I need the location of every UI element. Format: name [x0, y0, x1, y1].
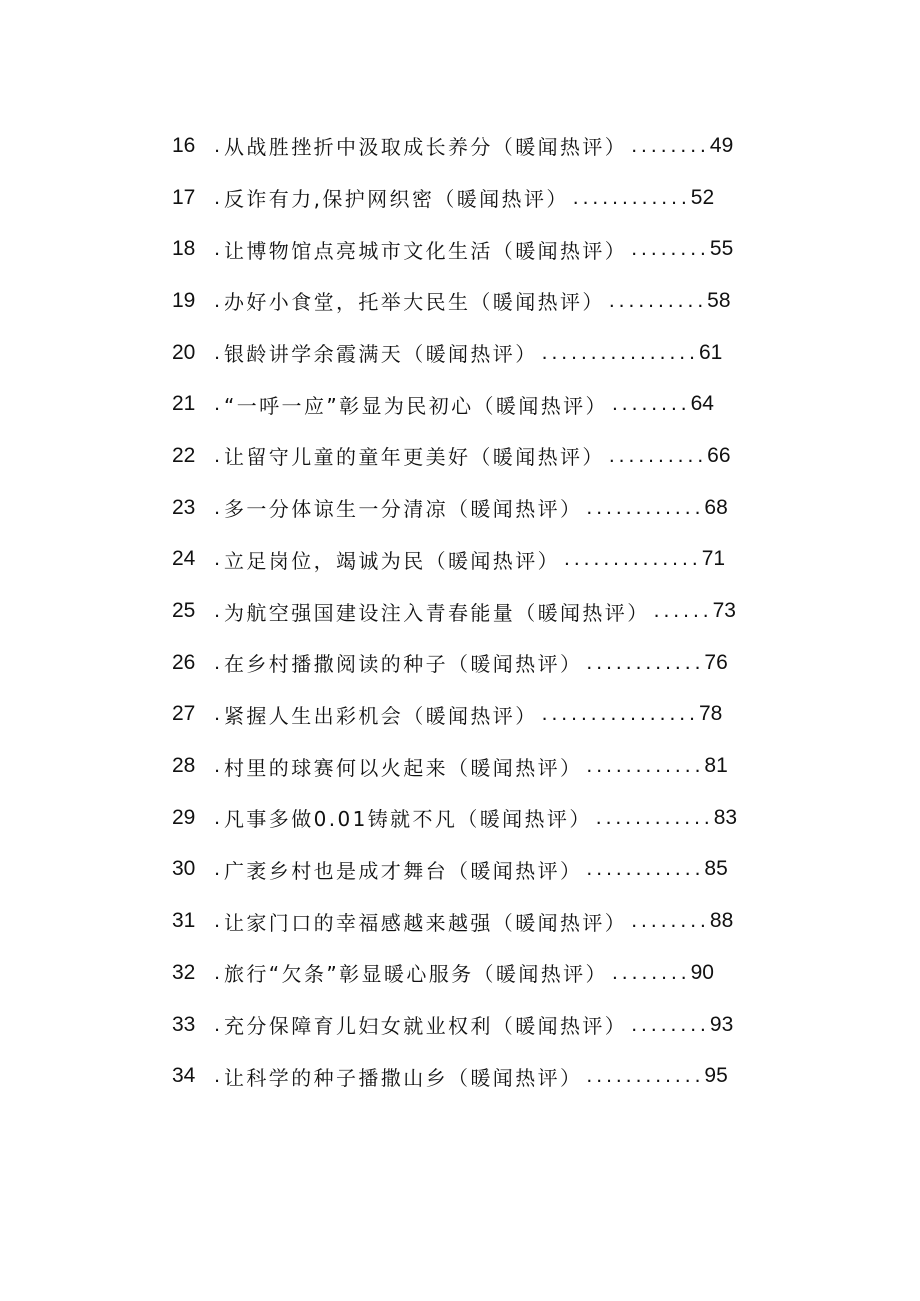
toc-entry-leader: ......	[653, 599, 713, 623]
toc-entry-16[interactable]	[172, 120, 772, 172]
toc-entry-separator: .	[214, 857, 220, 881]
toc-entry-leader: ............	[572, 185, 691, 209]
toc-entry-page: 68	[704, 495, 728, 519]
toc-entry-page: 83	[713, 805, 738, 829]
toc-entry-25[interactable]	[172, 585, 772, 637]
toc-entry-title: 让家门口的幸福感越来越强（暖闻热评）	[224, 910, 628, 935]
toc-entry-leader: ............	[595, 805, 714, 829]
toc-entry-separator: .	[214, 805, 220, 829]
toc-entry-title: 村里的球赛何以火起来（暖闻热评）	[224, 755, 583, 780]
toc-entry-separator: .	[214, 547, 220, 571]
toc-entry-separator: .	[214, 133, 220, 157]
toc-entry-page: 95	[704, 1064, 728, 1088]
toc-entry-title: 为航空强国建设注入青春能量（暖闻热评）	[224, 600, 650, 625]
toc-entry-number: 21	[172, 392, 196, 416]
toc-entry-leader: ..........	[608, 288, 708, 312]
toc-entry-number: 17	[172, 185, 196, 209]
toc-entry-separator: .	[214, 909, 220, 933]
toc-entry-title: “一呼一应”彰显为民初心（暖闻热评）	[224, 393, 608, 418]
toc-entry-page: 78	[698, 702, 723, 726]
toc-entry-title: 让留守儿童的童年更美好（暖闻热评）	[224, 445, 605, 470]
toc-entry-page: 90	[690, 960, 714, 984]
toc-entry-19[interactable]	[172, 275, 772, 327]
toc-entry-separator: .	[214, 650, 220, 674]
toc-entry-title: 旅行“欠条”彰显暖心服务（暖闻热评）	[224, 962, 608, 987]
toc-entry-separator: .	[214, 754, 220, 778]
toc-entry-17[interactable]	[172, 172, 772, 224]
table-of-contents	[172, 120, 772, 1102]
toc-entry-number: 20	[172, 340, 196, 364]
toc-entry-separator: .	[214, 1012, 220, 1036]
toc-entry-leader: ........	[611, 960, 691, 984]
toc-entry-18[interactable]	[172, 223, 772, 275]
toc-entry-leader: ..............	[564, 547, 702, 571]
toc-entry-page: 58	[707, 288, 731, 312]
toc-entry-leader: ................	[541, 702, 699, 726]
toc-entry-leader: ............	[586, 495, 705, 519]
toc-entry-number: 18	[172, 237, 196, 261]
toc-entry-number: 31	[172, 909, 196, 933]
toc-entry-page: 61	[698, 340, 723, 364]
toc-entry-separator: .	[214, 340, 220, 364]
toc-entry-21[interactable]	[172, 378, 772, 430]
toc-entry-33[interactable]	[172, 999, 772, 1051]
toc-entry-separator: .	[214, 185, 220, 209]
toc-entry-number: 19	[172, 288, 196, 312]
toc-entry-separator: .	[214, 237, 220, 261]
toc-entry-leader: ........	[631, 237, 710, 261]
toc-entry-title: 多一分体谅生一分清凉（暖闻热评）	[224, 497, 583, 522]
toc-entry-separator: .	[214, 392, 220, 416]
toc-entry-separator: .	[214, 443, 220, 467]
toc-entry-leader: ........	[611, 392, 691, 416]
toc-entry-leader: ........	[631, 909, 710, 933]
toc-entry-32[interactable]	[172, 947, 772, 999]
toc-entry-separator: .	[214, 599, 220, 623]
toc-entry-30[interactable]	[172, 844, 772, 896]
toc-entry-page: 64	[690, 392, 714, 416]
toc-entry-number: 22	[172, 443, 196, 467]
toc-entry-leader: ............	[586, 1064, 705, 1088]
toc-entry-leader: ................	[541, 340, 699, 364]
toc-entry-29[interactable]	[172, 792, 772, 844]
toc-entry-separator: .	[214, 288, 220, 312]
toc-entry-number: 26	[172, 650, 196, 674]
toc-entry-leader: ........	[631, 133, 710, 157]
toc-entry-separator: .	[214, 960, 220, 984]
toc-entry-page: 55	[709, 237, 734, 261]
toc-entry-28[interactable]	[172, 740, 772, 792]
toc-entry-separator: .	[214, 702, 220, 726]
toc-entry-23[interactable]	[172, 482, 772, 534]
toc-entry-number: 34	[172, 1064, 196, 1088]
toc-entry-title: 紧握人生出彩机会（暖闻热评）	[224, 703, 538, 728]
toc-entry-title: 反诈有力,保护网织密（暖闻热评）	[224, 187, 569, 212]
toc-entry-page: 71	[701, 547, 726, 571]
toc-entry-page: 93	[709, 1012, 734, 1036]
toc-entry-title: 让博物馆点亮城市文化生活（暖闻热评）	[224, 238, 628, 263]
toc-entry-number: 25	[172, 599, 196, 623]
toc-entry-number: 33	[172, 1012, 196, 1036]
toc-entry-24[interactable]	[172, 534, 772, 586]
toc-entry-page: 52	[690, 185, 715, 209]
toc-entry-31[interactable]	[172, 895, 772, 947]
toc-entry-separator: .	[214, 495, 220, 519]
toc-entry-title: 凡事多做0.01铸就不凡（暖闻热评）	[224, 807, 592, 832]
toc-entry-leader: ............	[586, 754, 705, 778]
toc-entry-number: 24	[172, 547, 196, 571]
toc-entry-page: 49	[709, 133, 734, 157]
toc-entry-page: 66	[707, 443, 731, 467]
toc-entry-22[interactable]	[172, 430, 772, 482]
toc-entry-page: 81	[704, 754, 728, 778]
toc-entry-title: 广袤乡村也是成才舞台（暖闻热评）	[224, 858, 583, 883]
toc-entry-title: 充分保障育儿妇女就业权利（暖闻热评）	[224, 1014, 628, 1039]
toc-entry-number: 23	[172, 495, 196, 519]
toc-entry-34[interactable]	[172, 1050, 772, 1102]
toc-entry-number: 30	[172, 857, 196, 881]
toc-entry-20[interactable]	[172, 327, 772, 379]
toc-entry-leader: ..........	[608, 443, 708, 467]
toc-entry-number: 28	[172, 754, 196, 778]
toc-entry-leader: ............	[586, 650, 705, 674]
toc-entry-leader: ............	[586, 857, 705, 881]
toc-entry-title: 从战胜挫折中汲取成长养分（暖闻热评）	[224, 135, 628, 160]
toc-entry-number: 27	[172, 702, 196, 726]
toc-entry-separator: .	[214, 1064, 220, 1088]
toc-entry-title: 让科学的种子播撒山乡（暖闻热评）	[224, 1065, 583, 1090]
toc-entry-number: 16	[172, 133, 196, 157]
toc-entry-title: 银龄讲学余霞满天（暖闻热评）	[224, 342, 538, 367]
toc-entry-number: 29	[172, 805, 196, 829]
toc-entry-page: 85	[704, 857, 728, 881]
toc-entry-page: 76	[704, 650, 728, 674]
toc-entry-27[interactable]	[172, 689, 772, 741]
toc-entry-title: 立足岗位，竭诚为民（暖闻热评）	[224, 548, 560, 573]
toc-entry-page: 73	[712, 599, 736, 623]
toc-entry-leader: ........	[631, 1012, 710, 1036]
toc-entry-number: 32	[172, 960, 196, 984]
toc-entry-page: 88	[709, 909, 734, 933]
toc-entry-26[interactable]	[172, 637, 772, 689]
toc-entry-title: 在乡村播撒阅读的种子（暖闻热评）	[224, 652, 583, 677]
toc-entry-title: 办好小食堂，托举大民生（暖闻热评）	[224, 290, 605, 315]
